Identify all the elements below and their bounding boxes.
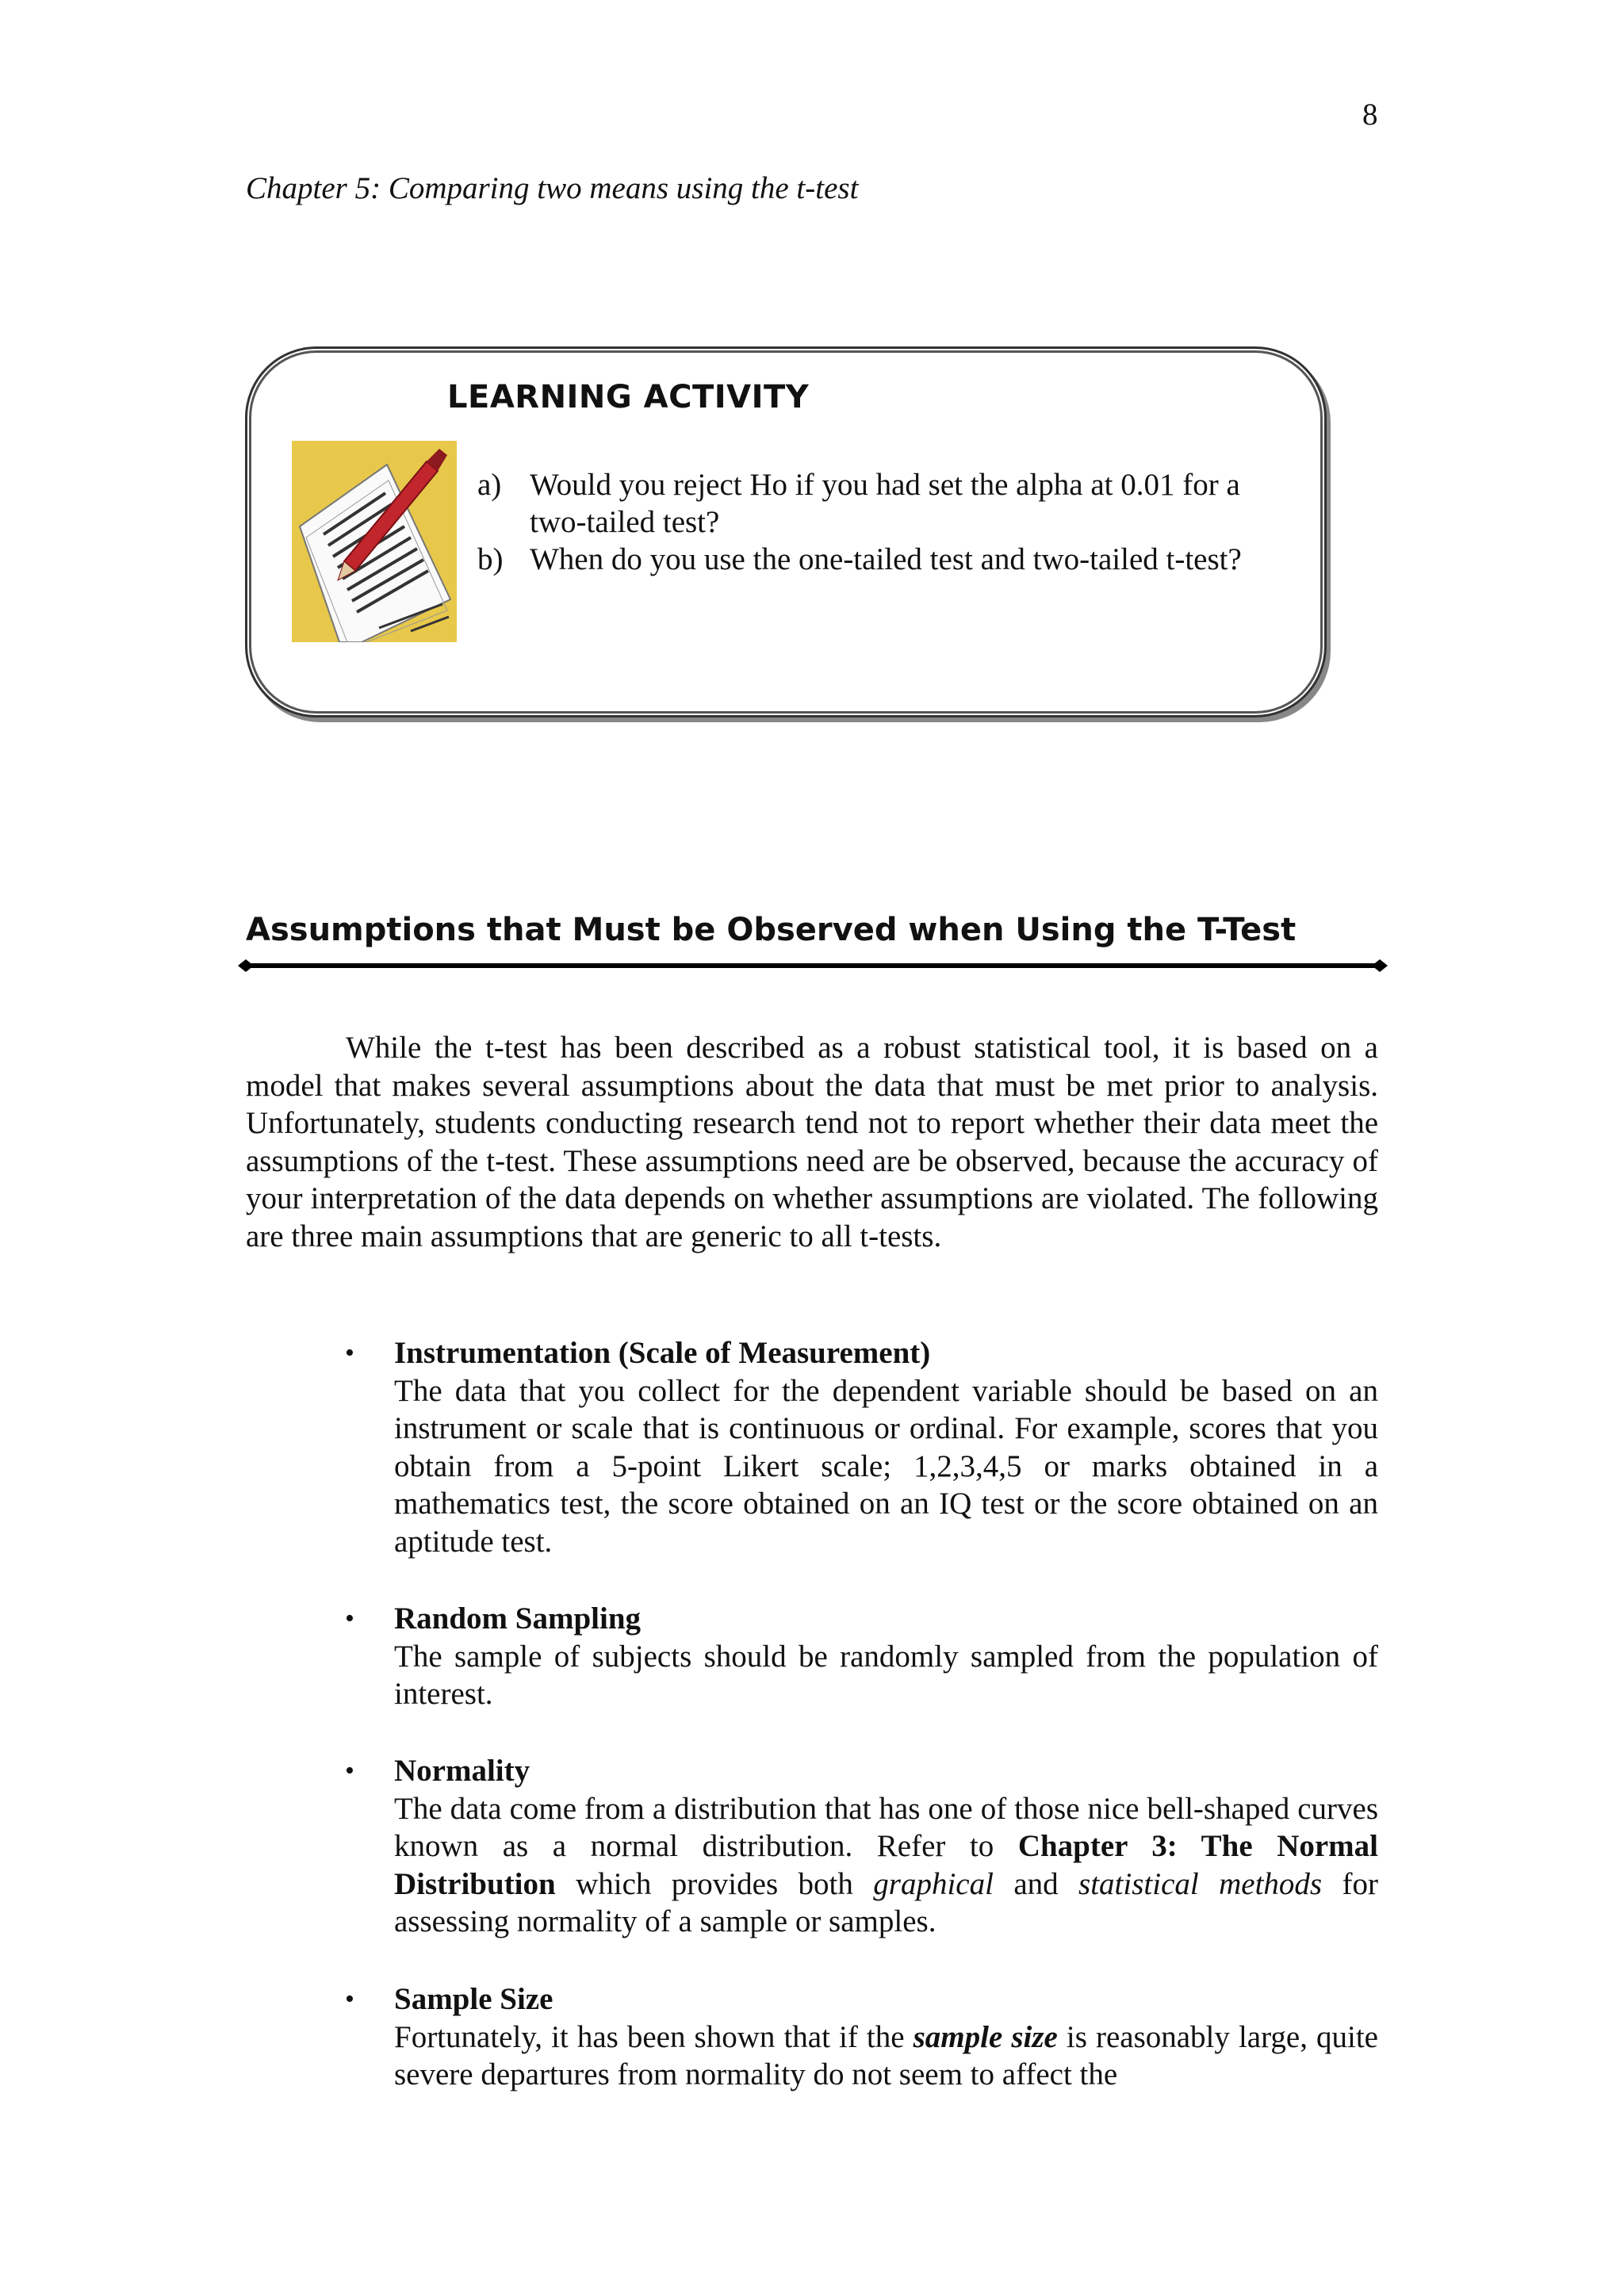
assumption-sample-size <box>345 1980 1378 2094</box>
question-marker: a) <box>477 468 502 502</box>
sample-size-emphasis <box>914 2020 1058 2054</box>
assumption-title: Random Sampling <box>394 1601 642 1636</box>
question-marker: b) <box>477 542 504 576</box>
assumption-random-sampling <box>345 1600 1378 1713</box>
activity-question <box>477 466 1294 541</box>
learning-activity-title: LEARNING ACTIVITY <box>447 379 810 415</box>
document-pen-icon <box>292 441 457 642</box>
question-text: Would you reject Ho if you had set the alpha at 0.01 for a two-tailed test? <box>530 468 1240 539</box>
bullet-icon: • <box>345 1756 354 1785</box>
assumption-title: Instrumentation (Scale of Measurement) <box>394 1336 931 1370</box>
chapter-header: Chapter 5: Comparing two means using the t-test <box>246 171 859 205</box>
statistical-emphasis: statistical methods <box>1078 1866 1323 1901</box>
sample-size-text-1: Fortunately, it has been shown that if the <box>394 2019 914 2054</box>
graphical-emphasis: graphical <box>873 1866 994 1901</box>
question-text: When do you use the one-tailed test and two-tailed t-test? <box>530 542 1242 576</box>
normality-text-4: for assessing normality of a sample or samples. <box>394 1866 1378 1938</box>
assumption-text <box>394 1790 1378 1941</box>
assumption-title: Sample Size <box>394 1982 553 2016</box>
sample-size-term: sample size <box>913 2019 1058 2054</box>
bullet-icon: • <box>345 1604 354 1633</box>
assumption-text: The sample of subjects should be randomly sampled from the population of interest. <box>394 1639 1378 1711</box>
bullet-icon: • <box>345 1338 354 1368</box>
assumption-text <box>394 2019 1378 2094</box>
assumption-instrumentation <box>345 1334 1378 1560</box>
learning-activity-questions <box>477 466 1294 578</box>
section-heading: Assumptions that Must be Observed when Using the T-Test <box>246 912 1297 948</box>
heading-rule <box>238 958 1388 974</box>
assumption-normality <box>345 1752 1378 1941</box>
assumption-title: Normality <box>394 1754 530 1788</box>
normality-text-3: and <box>993 1866 1079 1901</box>
assumption-text: The data that you collect for the dependent variable should be based on an instrument or scale that is continuous or ordinal. For example, scores that you obtain from a 5-point Likert scale; 1,2,3,4,5 or marks obtained in a mathematics test, the score obtained on an IQ test or the score obtained on an aptitude test. <box>394 1373 1378 1559</box>
activity-question <box>477 541 1294 578</box>
normality-text-2: which provides both <box>555 1866 874 1901</box>
chapter-reference: Chapter 3: The Normal Distribution <box>394 1829 1378 1901</box>
normality-text-1: The data come from a distribution that has one of those nice bell-shaped curves known as a normal distribution. Refer to <box>394 1791 1378 1863</box>
page-number: 8 <box>1362 98 1378 132</box>
bullet-icon: • <box>345 1984 354 2014</box>
sample-size-text-2: is reasonably large, quite severe departures from normality do not seem to affect the <box>394 2019 1378 2091</box>
intro-paragraph: While the t-test has been described as a robust statistical tool, it is based on a model that makes several assumptions about the data that must be met prior to analysis. Unfortunately, students conducting research tend not to report whether their data meet the assumptions of the t-test. These assumptions need are be observed, because the accuracy of your interpretation of the data depends on whether assumptions are violated. The following are three main assumptions that are generic to all t-tests. <box>246 1031 1378 1253</box>
